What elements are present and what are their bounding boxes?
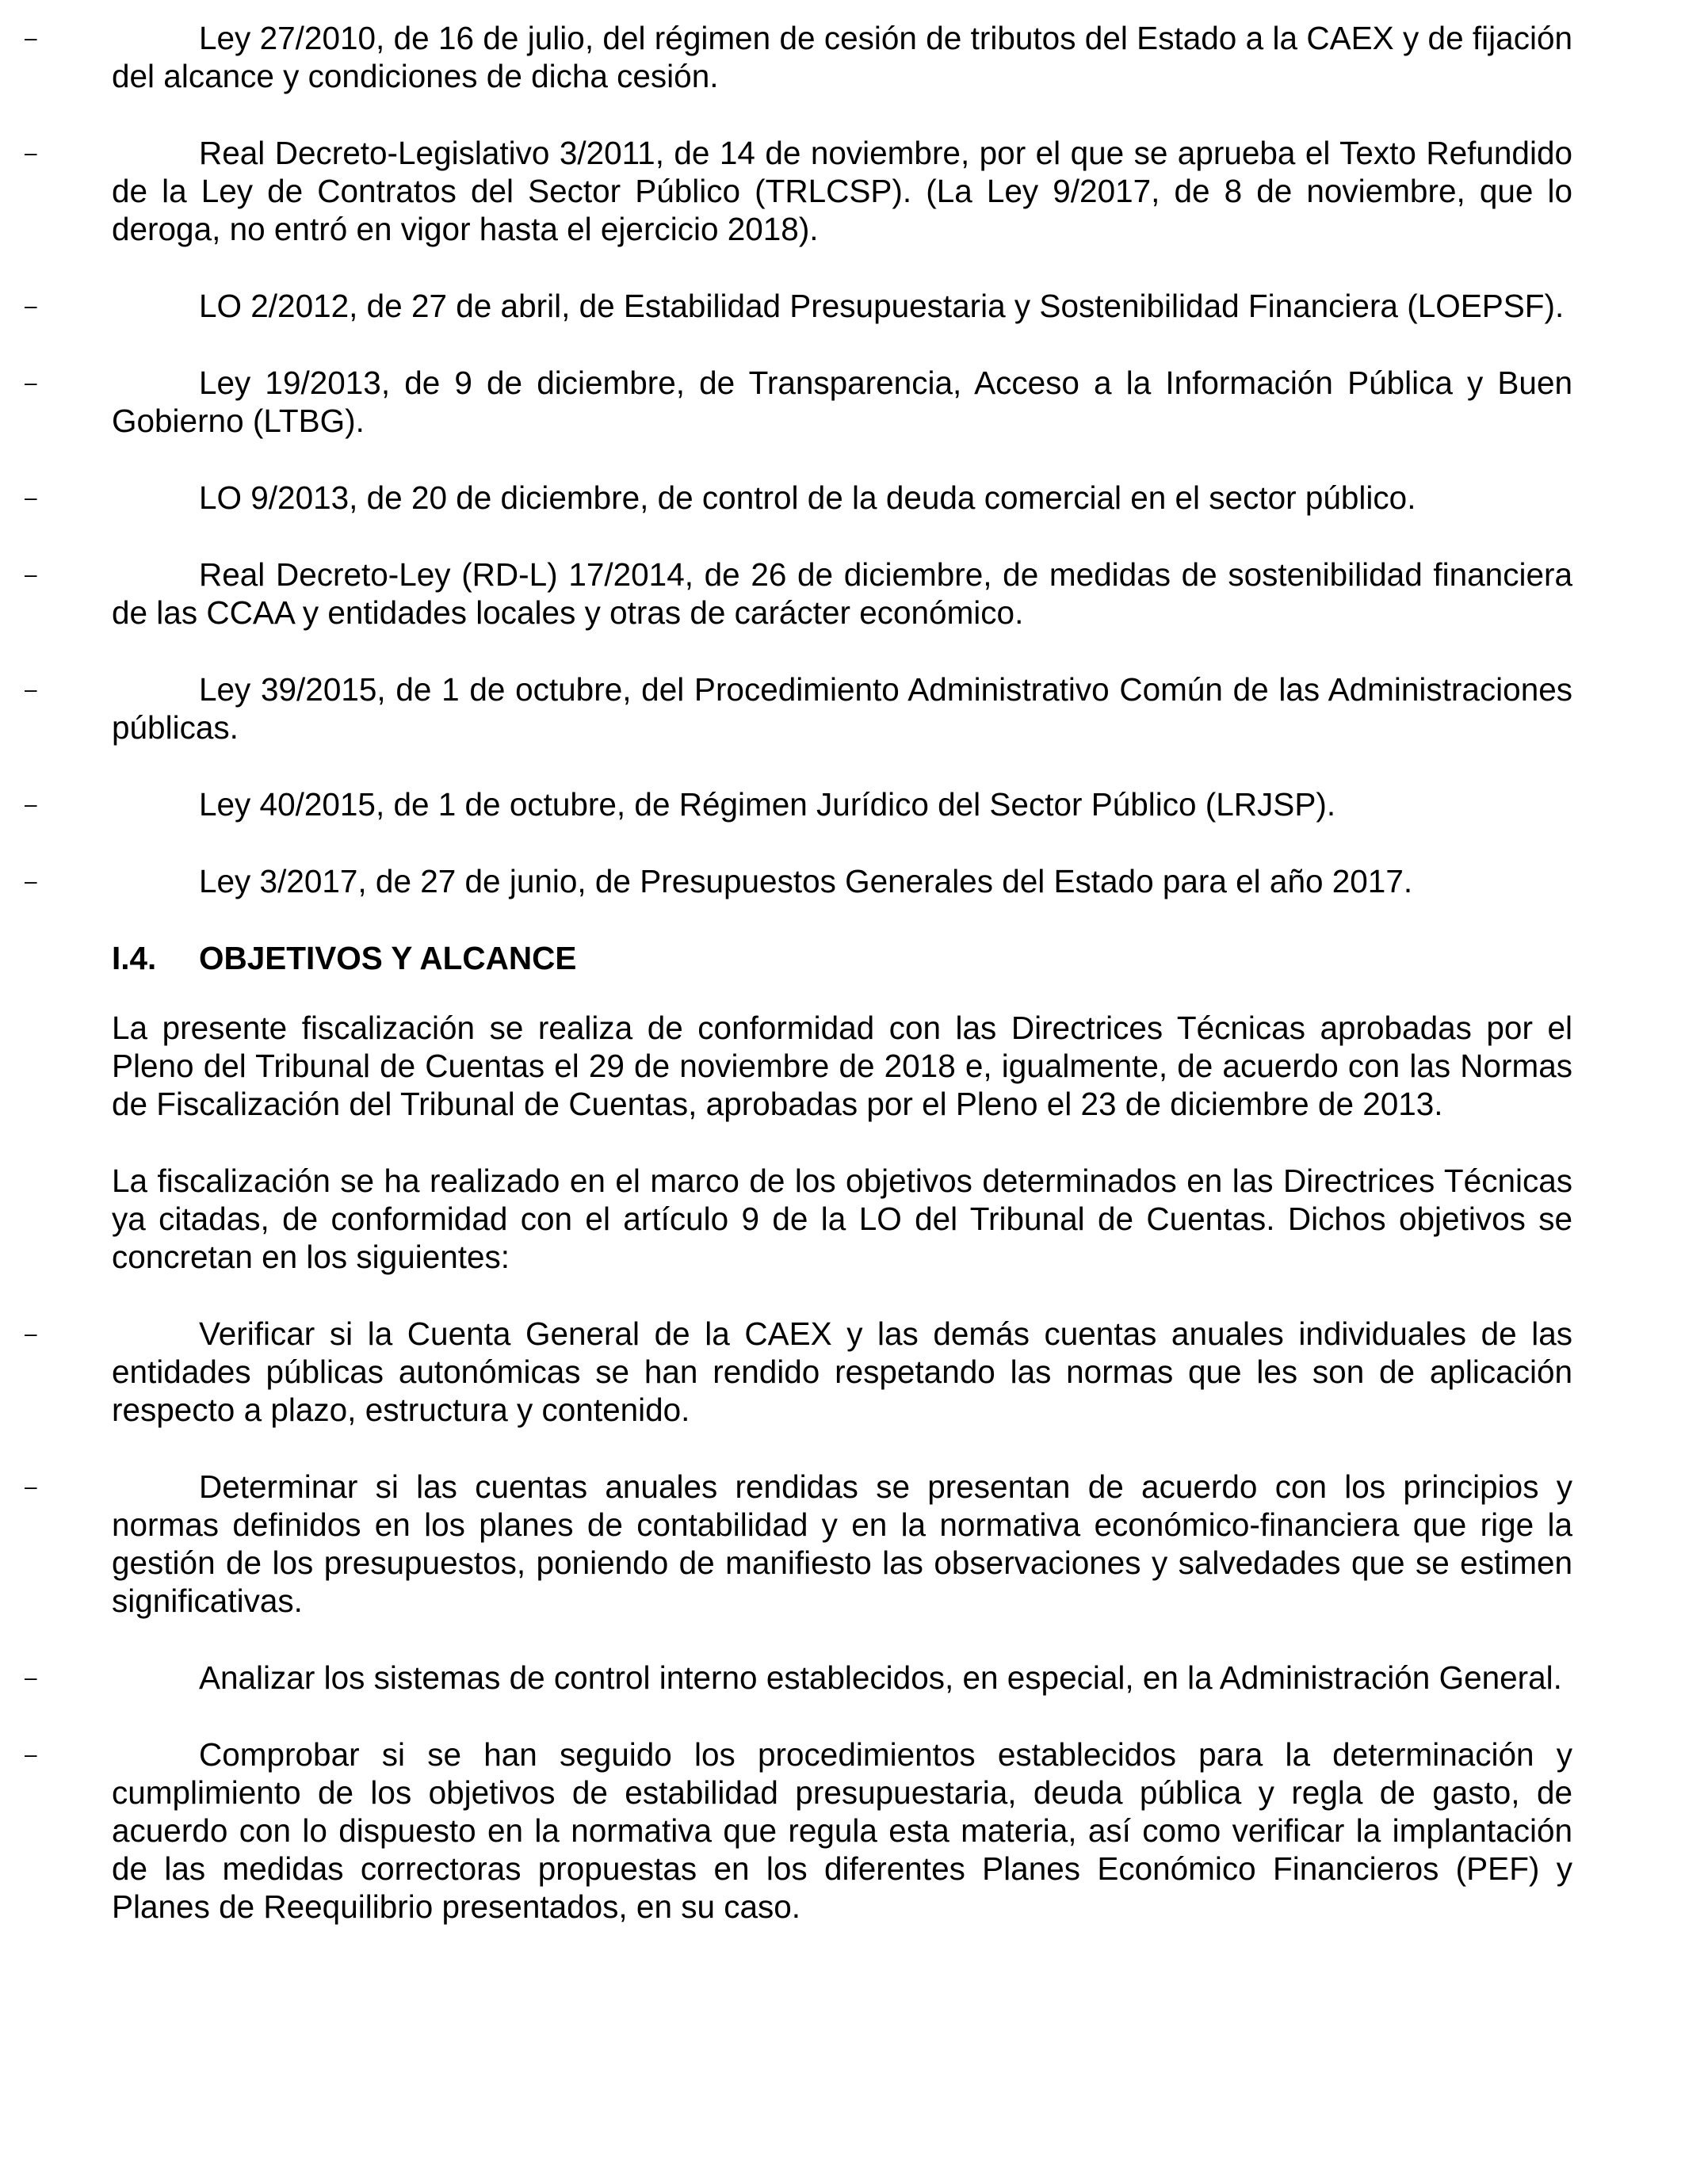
list-item [25, 364, 1572, 440]
paragraph: La presente fiscalización se realiza de conformidad con las Directrices Técnicas aprobadas por el Pleno del Tribunal de Cuentas el 29 de noviembre de 2018 e, igualmente, de acuerdo con las Normas de Fiscalización del Tribunal de Cuentas, aprobadas por el Pleno el 23 de diciembre de 2013. [112, 1010, 1572, 1122]
paragraph: La fiscalización se ha realizado en el marco de los objetivos determinados en las Directrices Técnicas ya citadas, de conformidad con el artículo 9 de la LO del Tribunal de Cuentas. Dichos objetivos se concretan en los siguientes: [112, 1163, 1572, 1275]
dash-bullet: – [25, 1665, 37, 1690]
list-item-text: Ley 40/2015, de 1 de octubre, de Régimen Jurídico del Sector Público (LRJSP). [199, 786, 1336, 823]
section-number: I.4. [112, 940, 157, 976]
dash-bullet: – [25, 1321, 37, 1346]
dash-bullet: – [25, 792, 37, 816]
list-item-text: Analizar los sistemas de control interno establecidos, en especial, en la Administración General. [199, 1659, 1562, 1696]
list-item [25, 1315, 1572, 1429]
dash-bullet: – [25, 25, 37, 50]
list-item [25, 670, 1572, 746]
list-item-text: Ley 27/2010, de 16 de julio, del régimen de cesión de tributos del Estado a la CAEX y de fijación del alcance y condiciones de dicha cesión. [112, 20, 1572, 94]
dash-bullet: – [25, 140, 37, 165]
list-item [25, 479, 1572, 517]
list-item-text: Verificar si la Cuenta General de la CAEX y las demás cuentas anuales individuales de las entidades públicas autonómicas se han rendido respetando las normas que les son de aplicación respecto a plazo, estructura y contenido. [112, 1315, 1572, 1428]
list-item-text: Determinar si las cuentas anuales rendidas se presentan de acuerdo con los principios y normas definidos en los planes de contabilidad y en la normativa económico-financiera que rige la gestión de los presupuestos, poniendo de manifiesto las observaciones y salvedades que se estimen significativas. [112, 1468, 1572, 1619]
list-item-text: Real Decreto-Legislativo 3/2011, de 14 de noviembre, por el que se aprueba el Texto Refundido de la Ley de Contratos del Sector Público (TRLCSP). (La Ley 9/2017, de 8 de noviembre, que lo deroga, no entró en vigor hasta el ejercicio 2018). [112, 135, 1572, 247]
dash-bullet: – [25, 869, 37, 893]
legislation-list [25, 19, 1572, 900]
list-item [25, 287, 1572, 325]
list-item-text: LO 2/2012, de 27 de abril, de Estabilidad Presupuestaria y Sostenibilidad Financiera (LOEPSF). [199, 288, 1565, 324]
list-item [25, 1659, 1572, 1697]
dash-bullet: – [25, 293, 37, 318]
list-item [25, 19, 1572, 95]
list-item [25, 862, 1572, 900]
list-item [25, 556, 1572, 632]
section-title: OBJETIVOS Y ALCANCE [199, 940, 577, 976]
list-item-text: Ley 3/2017, de 27 de junio, de Presupuestos Generales del Estado para el año 2017. [199, 863, 1413, 899]
dash-bullet: – [25, 1742, 37, 1766]
list-item [25, 785, 1572, 823]
list-item [25, 134, 1572, 248]
section-heading [112, 939, 1572, 977]
dash-bullet: – [25, 562, 37, 586]
objectives-list [25, 1315, 1572, 1926]
list-item-text: Real Decreto-Ley (RD-L) 17/2014, de 26 de diciembre, de medidas de sostenibilidad financiera de las CCAA y entidades locales y otras de carácter económico. [112, 556, 1572, 631]
list-item-text: Comprobar si se han seguido los procedimientos establecidos para la determinación y cumplimiento de los objetivos de estabilidad presupuestaria, deuda pública y regla de gasto, de acuerdo con lo dispuesto en la normativa que regula esta materia, así como verificar la implantación de las medidas correctoras propuestas en los diferentes Planes Económico Financieros (PEF) y Planes de Reequilibrio presentados, en su caso. [112, 1736, 1572, 1925]
list-item-text: Ley 19/2013, de 9 de diciembre, de Transparencia, Acceso a la Información Pública y Buen Gobierno (LTBG). [112, 365, 1572, 439]
list-item [25, 1735, 1572, 1926]
dash-bullet: – [25, 485, 37, 510]
list-item-text: LO 9/2013, de 20 de diciembre, de control de la deuda comercial en el sector público. [199, 479, 1416, 516]
list-item [25, 1468, 1572, 1620]
list-item-text: Ley 39/2015, de 1 de octubre, del Procedimiento Administrativo Común de las Administraciones públicas. [112, 671, 1572, 746]
document-page [25, 19, 1572, 1964]
dash-bullet: – [25, 1474, 37, 1499]
dash-bullet: – [25, 370, 37, 395]
dash-bullet: – [25, 677, 37, 701]
